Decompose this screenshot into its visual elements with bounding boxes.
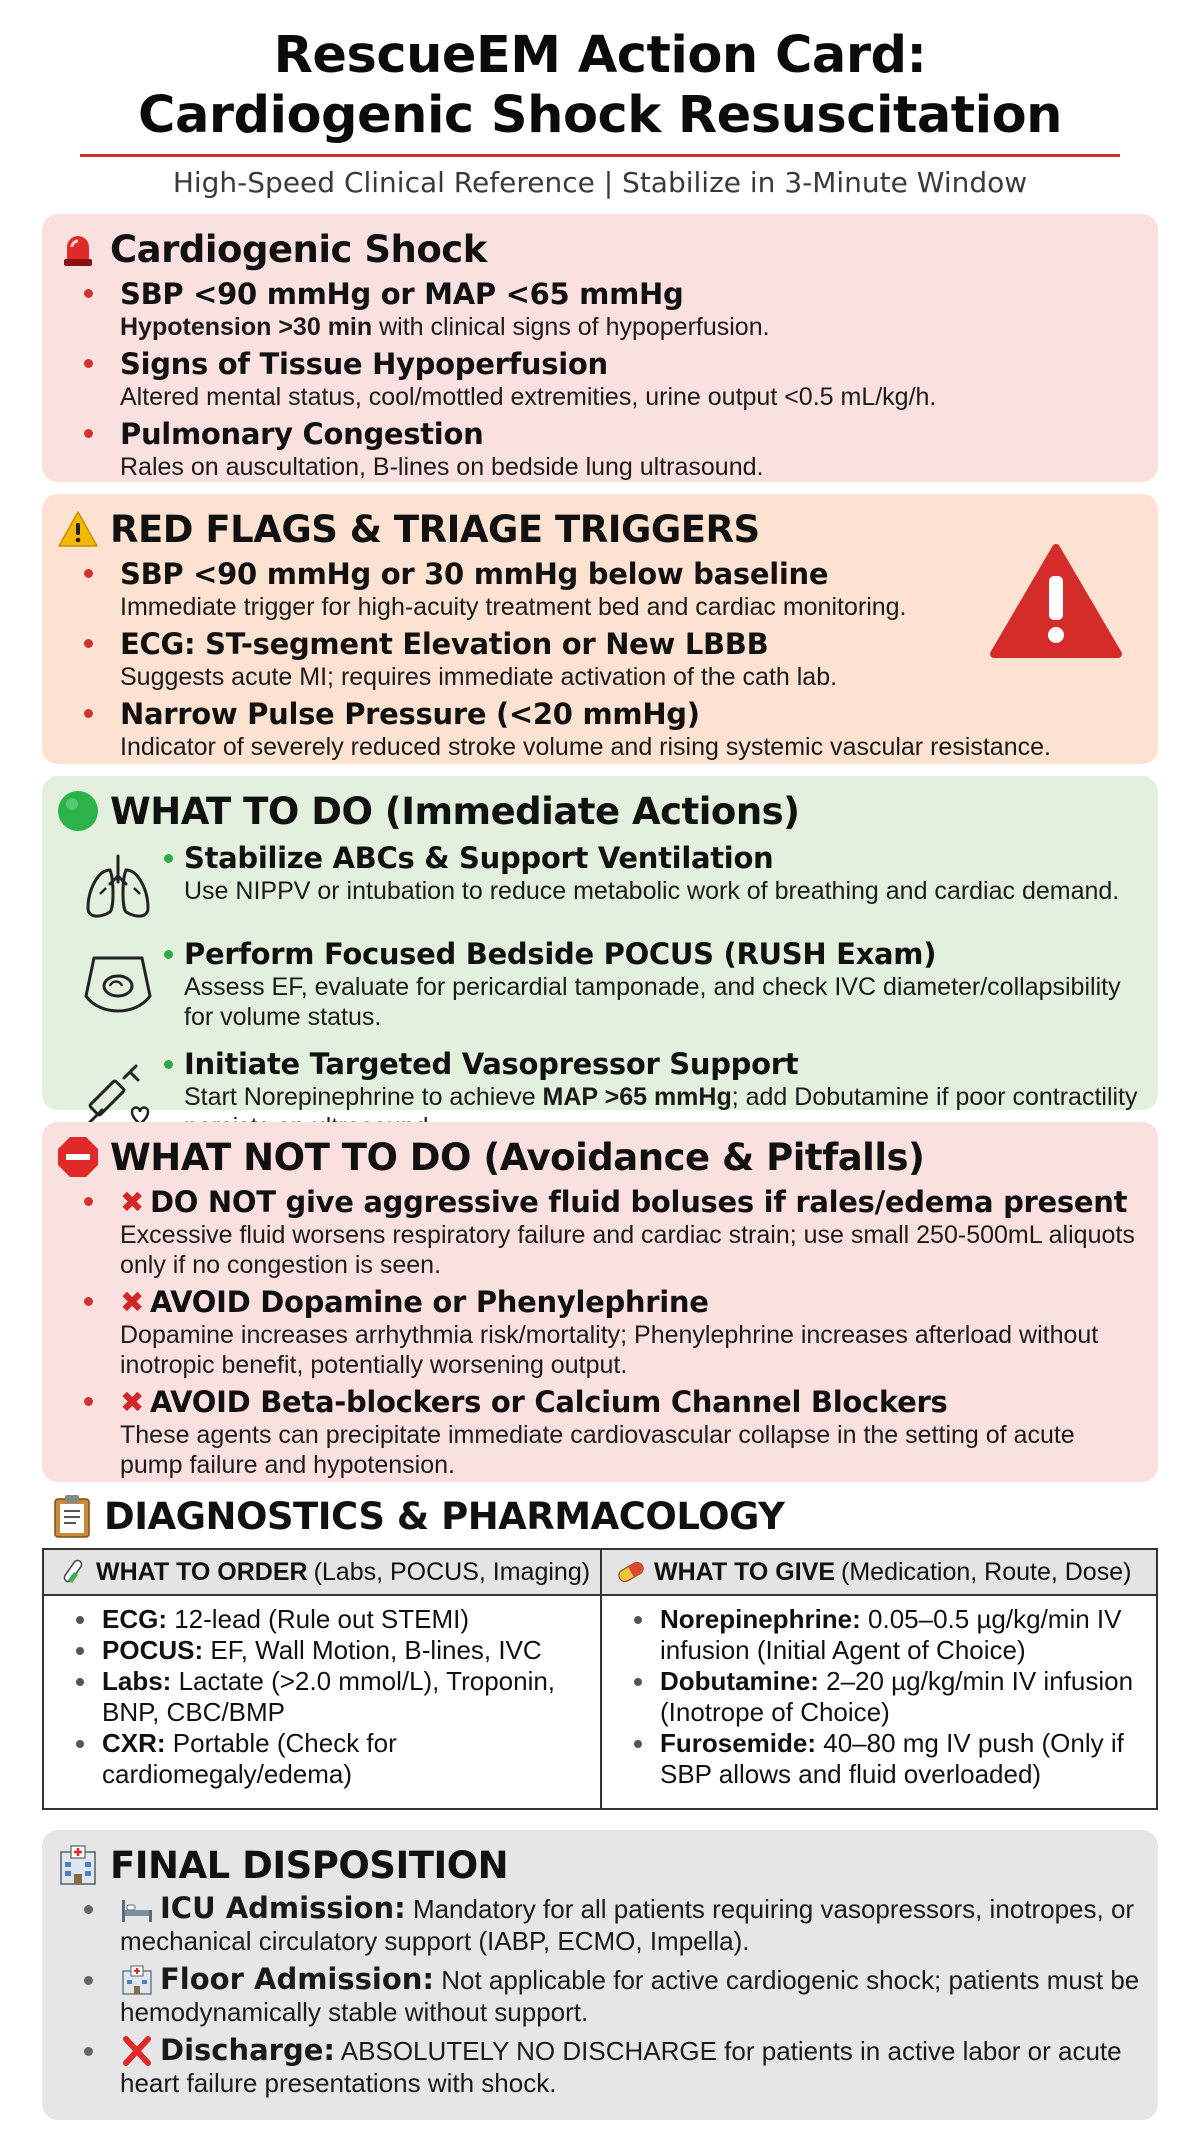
item-desc: Indicator of severely reduced stroke volume and rising systemic vascular resistance.: [120, 733, 1051, 761]
disposition-section: [42, 1830, 1158, 2120]
title-line-2: Cardiogenic Shock Resuscitation: [138, 86, 1062, 145]
list-item: [74, 1284, 1142, 1380]
item-desc-pre: Start Norepinephrine to achieve: [184, 1083, 543, 1111]
list-item: [622, 1728, 1146, 1790]
item-value: Portable (Check for cardiomegaly/edema): [102, 1728, 397, 1789]
list-item: [622, 1666, 1146, 1728]
diagnostics-table: [42, 1548, 1158, 1810]
item-key: Labs:: [102, 1666, 172, 1696]
action-item: [56, 840, 1142, 930]
item-title: [120, 1384, 1142, 1420]
item-lead: ICU Admission:: [160, 1891, 406, 1925]
item-key: Furosemide:: [660, 1728, 817, 1758]
section-title: FINAL DISPOSITION: [110, 1843, 509, 1887]
bullet: [84, 1397, 93, 1406]
diagnostics-header: [50, 1490, 784, 1542]
item-title: ECG: ST-segment Elevation or New LBBB: [120, 627, 769, 661]
item-value: EF, Wall Motion, B-lines, IVC: [203, 1635, 542, 1665]
bullet: [634, 1678, 642, 1686]
item-desc: Dopamine increases arrhythmia risk/mortality; Phenylephrine increases afterload without inotropic benefit, potentially worsening output.: [120, 1321, 1099, 1379]
pitfalls-list: [74, 1184, 1142, 1480]
column-header-rest: (Medication, Route, Dose): [841, 1557, 1132, 1586]
section-title: WHAT NOT TO DO (Avoidance & Pitfalls): [110, 1135, 925, 1179]
bed-icon: [120, 1894, 154, 1924]
list-item: [74, 1892, 1142, 1957]
section-header: [56, 788, 1142, 834]
list-item: [74, 626, 1142, 692]
bullet: [634, 1616, 642, 1624]
section-title: WHAT TO DO (Immediate Actions): [110, 789, 800, 833]
item-title: Pulmonary Congestion: [120, 417, 484, 451]
hospital-icon: [120, 1965, 154, 1995]
syringe-heart-icon: [80, 1056, 156, 1132]
item-desc: Altered mental status, cool/mottled extremities, urine output <0.5 mL/kg/h.: [120, 383, 937, 411]
hospital-icon: [56, 1843, 100, 1887]
list-item: [64, 1604, 590, 1635]
item-desc: Excessive fluid worsens respiratory failure and cardiac strain; use small 250-500mL aliquots only if no congestion is seen.: [120, 1221, 1135, 1279]
bullet: [76, 1616, 84, 1624]
red-x-icon: ✖: [120, 1185, 144, 1219]
header: [40, 26, 1160, 201]
action-item: [56, 936, 1142, 1040]
item-title: Signs of Tissue Hypoperfusion: [120, 347, 608, 381]
red-flags-section: [42, 494, 1158, 764]
disposition-list: [74, 1892, 1142, 2099]
item-title: [120, 1184, 1142, 1220]
item-desc-text: Mandatory for all patients requiring vasopressors, inotropes, or mechanical circulatory support (IABP, ECMO, Impella).: [120, 1894, 1135, 1956]
test-tube-icon: [58, 1557, 88, 1587]
siren-icon: [56, 227, 100, 271]
title-divider: [80, 154, 1120, 157]
section-header: [56, 506, 1142, 552]
item-desc: [120, 1963, 1142, 2028]
item-desc-rest: with clinical signs of hypoperfusion.: [372, 313, 770, 341]
list-item: [74, 1184, 1142, 1280]
item-value: 2–20 µg/kg/min IV infusion (Inotrope of Choice): [660, 1666, 1134, 1727]
item-key: Norepinephrine:: [660, 1604, 861, 1634]
item-desc-bold: MAP >65 mmHg: [542, 1083, 732, 1111]
list-item: [74, 276, 1142, 342]
list-item: [74, 696, 1142, 762]
item-desc-bold: Hypotension >30 min: [120, 313, 373, 341]
item-title: Stabilize ABCs & Support Ventilation: [184, 841, 774, 875]
item-desc: Immediate trigger for high-acuity treatment bed and cardiac monitoring.: [120, 593, 907, 621]
red-x-icon: [120, 2036, 154, 2066]
order-column: [44, 1550, 600, 1808]
bullet: [76, 1647, 84, 1655]
bullet: [84, 639, 93, 648]
column-header: [602, 1550, 1156, 1596]
red-x-icon: ✖: [120, 1385, 144, 1419]
page-title: [40, 26, 1160, 146]
bullet: [76, 1678, 84, 1686]
item-lead: Discharge:: [160, 2033, 336, 2067]
bullet: [84, 1197, 93, 1206]
item-desc: [120, 312, 1142, 342]
bullet: [164, 1060, 173, 1069]
list-item: [74, 346, 1142, 412]
what-to-do-section: [42, 776, 1158, 1110]
title-line-1: RescueEM Action Card:: [273, 26, 927, 85]
list-item: [64, 1635, 590, 1666]
definition-list: [74, 276, 1142, 482]
item-title: Initiate Targeted Vasopressor Support: [184, 1047, 799, 1081]
column-header: [44, 1550, 600, 1596]
item-title: SBP <90 mmHg or 30 mmHg below baseline: [120, 557, 829, 591]
what-not-to-do-section: [42, 1122, 1158, 1482]
column-header-bold: WHAT TO GIVE: [654, 1557, 836, 1586]
item-key: Dobutamine:: [660, 1666, 819, 1696]
give-list: [602, 1596, 1156, 1790]
clipboard-icon: [50, 1494, 94, 1538]
item-value: 0.05–0.5 µg/kg/min IV infusion (Initial Agent of Choice): [660, 1604, 1122, 1665]
bullet: [84, 569, 93, 578]
item-desc: Rales on auscultation, B-lines on bedside lung ultrasound.: [120, 453, 764, 481]
list-item: [74, 1963, 1142, 2028]
bullet: [634, 1740, 642, 1748]
definition-section: [42, 214, 1158, 482]
section-title: RED FLAGS & TRIAGE TRIGGERS: [110, 507, 760, 551]
bullet: [84, 1905, 93, 1914]
give-column: [600, 1550, 1156, 1808]
red-flags-list: [74, 556, 1142, 762]
bullet: [84, 1297, 93, 1306]
item-desc: [120, 2034, 1142, 2099]
item-desc: Suggests acute MI; requires immediate activation of the cath lab.: [120, 663, 838, 691]
list-item: [74, 556, 1142, 622]
list-item: [74, 1384, 1142, 1480]
bullet: [76, 1740, 84, 1748]
bullet: [84, 289, 93, 298]
list-item: [64, 1728, 590, 1790]
item-desc: Use NIPPV or intubation to reduce metabolic work of breathing and cardiac demand.: [184, 877, 1120, 905]
section-header: [56, 1842, 1142, 1888]
column-header-rest: (Labs, POCUS, Imaging): [313, 1557, 591, 1586]
bullet: [84, 2047, 93, 2056]
list-item: [64, 1666, 590, 1728]
order-list: [44, 1596, 600, 1790]
item-desc: [120, 1892, 1142, 1957]
item-value: 12-lead (Rule out STEMI): [167, 1604, 470, 1634]
pill-icon: [616, 1557, 646, 1587]
item-title: Narrow Pulse Pressure (<20 mmHg): [120, 697, 700, 731]
bullet: [84, 1976, 93, 1985]
item-value: 40–80 mg IV push (Only if SBP allows and fluid overloaded): [660, 1728, 1124, 1789]
section-header: [56, 1134, 1142, 1180]
red-x-icon: ✖: [120, 1285, 144, 1319]
bullet: [84, 709, 93, 718]
item-value: Lactate (>2.0 mmol/L), Troponin, BNP, CBC/BMP: [102, 1666, 556, 1727]
item-desc-text: Not applicable for active cardiogenic shock; patients must be hemodynamically stable without support.: [120, 1965, 1140, 2027]
item-title-text: AVOID Beta-blockers or Calcium Channel Blockers: [150, 1385, 948, 1419]
item-desc-post: ; add Dobutamine if poor contractility: [731, 1083, 1138, 1111]
page-subtitle: High-Speed Clinical Reference | Stabilize in 3-Minute Window: [172, 166, 1028, 199]
item-key: POCUS:: [102, 1635, 204, 1665]
item-desc-text: ABSOLUTELY NO DISCHARGE for patients in active labor or acute heart failure presentations with shock.: [120, 2036, 1122, 2098]
item-lead: Floor Admission:: [160, 1962, 434, 1996]
item-title-text: DO NOT give aggressive fluid boluses if rales/edema present: [150, 1185, 1128, 1219]
ultrasound-icon: [80, 946, 156, 1022]
item-desc: Assess EF, evaluate for pericardial tamponade, and check IVC diameter/collapsibility for volume status.: [184, 973, 1121, 1031]
bullet: [84, 429, 93, 438]
lungs-icon: [80, 850, 156, 926]
item-desc: These agents can precipitate immediate cardiovascular collapse in the setting of acute pump failure and hypotension.: [120, 1421, 1075, 1479]
green-circle-icon: [56, 789, 100, 833]
item-title: [120, 1284, 1142, 1320]
section-title: Cardiogenic Shock: [110, 227, 487, 271]
item-key: CXR:: [102, 1728, 166, 1758]
item-title: Perform Focused Bedside POCUS (RUSH Exam): [184, 937, 937, 971]
bullet: [164, 854, 173, 863]
stop-icon: [56, 1135, 100, 1179]
list-item: [622, 1604, 1146, 1666]
item-title-text: AVOID Dopamine or Phenylephrine: [150, 1285, 709, 1319]
list-item: [74, 416, 1142, 482]
bullet: [84, 359, 93, 368]
section-title: DIAGNOSTICS & PHARMACOLOGY: [104, 1494, 785, 1538]
bullet: [164, 950, 173, 959]
warning-icon: [56, 507, 100, 551]
column-header-bold: WHAT TO ORDER: [96, 1557, 308, 1586]
section-header: [56, 226, 1142, 272]
list-item: [74, 2034, 1142, 2099]
item-title: SBP <90 mmHg or MAP <65 mmHg: [120, 277, 684, 311]
item-key: ECG:: [102, 1604, 167, 1634]
